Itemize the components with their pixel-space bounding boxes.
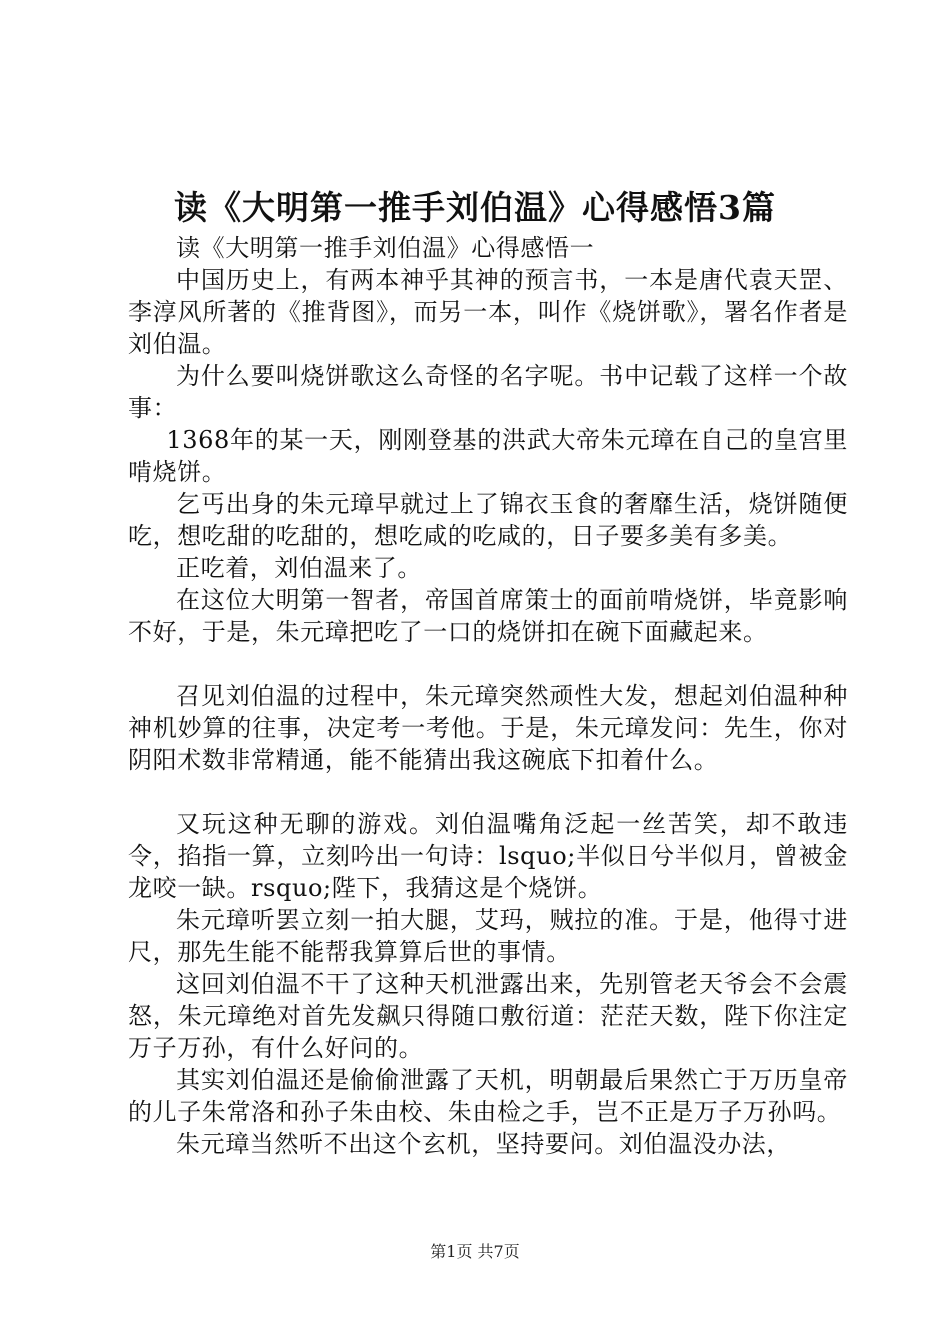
paragraph: 又玩这种无聊的游戏。刘伯温嘴角泛起一丝苦笑，却不敢违令，掐指一算，立刻吟出一句诗：lsquo;半似日兮半似月，曾被金龙咬一缺。rsquo;陛下，我猜这是个烧饼。	[128, 810, 848, 902]
paragraph: 为什么要叫烧饼歌这么奇怪的名字呢。书中记载了这样一个故事：	[128, 362, 848, 422]
paragraph: 1368年的某一天，刚刚登基的洪武大帝朱元璋在自己的皇宫里啃烧饼。	[128, 426, 848, 486]
paragraph: 朱元璋听罢立刻一拍大腿，艾玛，贼拉的准。于是，他得寸进尺，那先生能不能帮我算算后世的事情。	[128, 906, 848, 966]
paragraph: 这回刘伯温不干了这种天机泄露出来，先别管老天爷会不会震怒，朱元璋绝对首先发飙只得随口敷衍道：茫茫天数，陛下你注定万子万孙，有什么好问的。	[128, 970, 848, 1062]
paragraph: 朱元璋当然听不出这个玄机，坚持要问。刘伯温没办法，	[176, 1130, 791, 1158]
paragraph: 召见刘伯温的过程中，朱元璋突然顽性大发，想起刘伯温种种神机妙算的往事，决定考一考他。于是，朱元璋发问：先生，你对阴阳术数非常精通，能不能猜出我这碗底下扣着什么。	[128, 682, 848, 774]
section-heading: 读《大明第一推手刘伯温》心得感悟一	[176, 234, 595, 262]
page-number-footer: 第1页 共7页	[430, 1242, 520, 1261]
document-body	[128, 232, 848, 1160]
document-title: 读《大明第一推手刘伯温》心得感悟3篇	[174, 188, 776, 227]
paragraph: 在这位大明第一智者，帝国首席策士的面前啃烧饼，毕竟影响不好，于是，朱元璋把吃了一口的烧饼扣在碗下面藏起来。	[128, 586, 848, 646]
paragraph: 正吃着，刘伯温来了。	[176, 554, 422, 582]
paragraph: 其实刘伯温还是偷偷泄露了天机，明朝最后果然亡于万历皇帝的儿子朱常洛和孙子朱由校、朱由检之手，岂不正是万子万孙吗。	[128, 1066, 848, 1126]
paragraph: 乞丐出身的朱元璋早就过上了锦衣玉食的奢靡生活，烧饼随便吃，想吃甜的吃甜的，想吃咸的吃咸的，日子要多美有多美。	[128, 490, 848, 550]
paragraph: 中国历史上，有两本神乎其神的预言书，一本是唐代袁天罡、李淳风所著的《推背图》，而另一本，叫作《烧饼歌》，署名作者是刘伯温。	[128, 266, 848, 358]
